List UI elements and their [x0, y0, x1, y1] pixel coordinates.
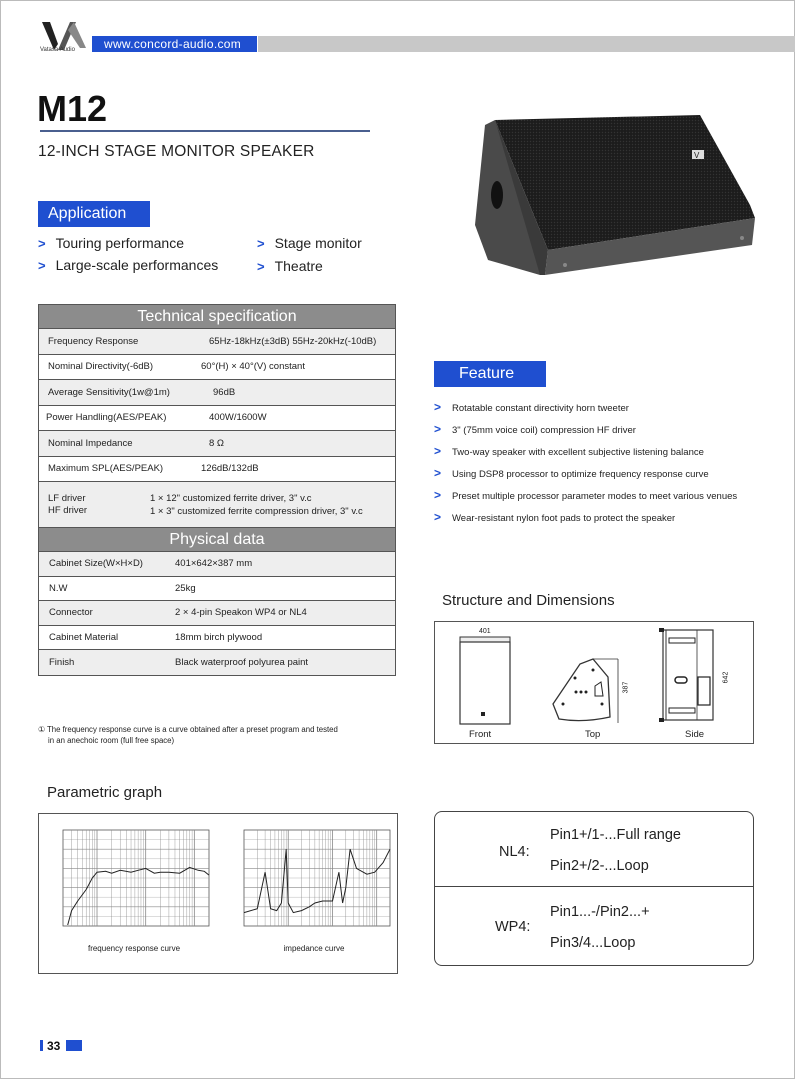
spec-label: Maximum SPL(AES/PEAK): [48, 463, 164, 475]
page-number-marker: [66, 1040, 82, 1051]
spec-value: 96dB: [213, 386, 236, 398]
phys-label: Cabinet Size(W×H×D): [49, 558, 143, 570]
feature-item: > Preset multiple processor parameter modes to meet various venues: [434, 488, 738, 502]
pinout-divider: [434, 886, 754, 887]
front-view-drawing: [460, 637, 510, 724]
application-heading: Application: [38, 201, 150, 227]
application-item: > Theatre: [257, 258, 323, 274]
title-divider: [40, 130, 370, 132]
side-view-drawing: [659, 628, 713, 722]
spec-label: Frequency Response: [48, 335, 139, 347]
chevron-right-icon: >: [434, 510, 442, 524]
chevron-right-icon: >: [434, 466, 442, 480]
website-url[interactable]: www.concord-audio.com: [92, 36, 257, 52]
logo-text: Vatasa Audio: [40, 47, 75, 53]
side-caption: Side: [685, 729, 705, 740]
front-caption: Front: [469, 729, 492, 740]
phys-label: N.W: [49, 582, 68, 594]
chevron-right-icon: >: [434, 488, 442, 502]
phys-value: 2 × 4-pin Speakon WP4 or NL4: [175, 607, 307, 619]
footnote: ① The frequency response curve is a curve obtained after a preset program and tested in an anechoic room (full free space): [38, 725, 338, 745]
table-row: [39, 355, 395, 381]
table-row: [39, 329, 395, 355]
top-caption: Top: [585, 729, 601, 740]
driver-value: 1 × 3" customized ferrite compression driver, 3" v.c: [150, 505, 363, 517]
spec-label: Power Handling(AES/PEAK): [46, 412, 167, 424]
spec-label: Nominal Impedance: [48, 437, 133, 449]
application-item: > Stage monitor: [257, 235, 362, 251]
feature-item: > Wear-resistant nylon foot pads to protect the speaker: [434, 510, 676, 524]
application-item: > Touring performance: [38, 235, 184, 251]
table-row: [39, 457, 395, 483]
phys-value: 18mm birch plywood: [175, 631, 263, 643]
feature-heading: Feature: [434, 361, 546, 387]
feature-item: > Using DSP8 processor to optimize frequency response curve: [434, 466, 709, 480]
parametric-graph-box: [38, 813, 398, 974]
feature-list: [434, 400, 737, 532]
dimension-drawings: [435, 622, 755, 745]
table-row: [39, 626, 395, 651]
speaker-product-image: [460, 110, 760, 280]
connector-name-wp4: WP4:: [495, 919, 531, 935]
parametric-heading: Parametric graph: [47, 784, 163, 801]
impedance-caption: impedance curve: [283, 944, 345, 953]
tech-spec-heading: Technical specification: [39, 305, 395, 329]
spec-value: 60°(H) × 40°(V) constant: [201, 361, 305, 373]
phys-label: Cabinet Material: [49, 631, 119, 643]
pin-assignment: Pin3/4...Loop: [550, 935, 636, 951]
physical-data-heading: Physical data: [39, 528, 395, 552]
chevron-right-icon: >: [257, 259, 265, 274]
chevron-right-icon: >: [257, 236, 265, 251]
table-row: [39, 406, 395, 432]
spec-value: 65Hz-18kHz(±3dB) 55Hz-20kHz(-10dB): [209, 335, 377, 347]
spec-value: 400W/1600W: [209, 412, 267, 424]
side-dimension: 642: [722, 671, 730, 684]
phys-label: Finish: [49, 656, 75, 668]
svg-text:V: V: [694, 151, 700, 160]
product-subtitle: 12-INCH STAGE MONITOR SPEAKER: [38, 143, 315, 160]
pin-assignment: Pin1...-/Pin2...+: [550, 904, 650, 920]
connector-name-nl4: NL4:: [499, 844, 530, 860]
driver-label: HF driver: [48, 504, 88, 516]
driver-value: 1 × 12" customized ferrite driver, 3" v.c: [150, 492, 312, 504]
structure-heading: Structure and Dimensions: [442, 592, 615, 609]
chevron-right-icon: >: [434, 422, 442, 436]
feature-item: > Rotatable constant directivity horn tweeter: [434, 400, 629, 414]
table-row: [39, 601, 395, 626]
spec-label: Average Sensitivity(1w@1m): [48, 386, 170, 398]
feature-item: > Two-way speaker with excellent subjective listening balance: [434, 444, 704, 458]
spec-table: [38, 304, 396, 676]
chevron-right-icon: >: [434, 400, 442, 414]
pin-assignment: Pin2+/2-...Loop: [550, 858, 649, 874]
chevron-right-icon: >: [434, 444, 442, 458]
table-row: [39, 577, 395, 602]
chevron-right-icon: >: [38, 258, 46, 273]
impedance-chart: [236, 828, 392, 934]
model-title: M12: [37, 88, 108, 129]
pin-assignment: Pin1+/1-...Full range: [550, 827, 681, 843]
phys-value: Black waterproof polyurea paint: [175, 656, 309, 668]
application-item: > Large-scale performances: [38, 257, 219, 273]
page-number-marker: [40, 1040, 43, 1051]
frequency-response-chart: [55, 828, 211, 934]
phys-label: Connector: [49, 607, 93, 619]
structure-diagram: [434, 621, 754, 744]
top-dimension: 387: [622, 681, 630, 694]
spec-label: Nominal Directivity(-6dB): [48, 361, 154, 373]
feature-item: > 3" (75mm voice coil) compression HF driver: [434, 422, 636, 436]
frequency-response-caption: frequency response curve: [87, 944, 181, 953]
phys-value: 25kg: [175, 582, 196, 594]
table-row: [39, 431, 395, 457]
driver-label: LF driver: [48, 492, 86, 504]
spec-value: 8 Ω: [209, 437, 225, 449]
top-view-drawing: [553, 659, 618, 723]
table-row: [39, 650, 395, 675]
chevron-right-icon: >: [38, 236, 46, 251]
front-dimension: 401: [479, 628, 491, 635]
page-number: 33: [47, 1039, 61, 1053]
table-row: [39, 552, 395, 577]
phys-value: 401×642×387 mm: [175, 558, 253, 570]
header-bar: [258, 36, 795, 52]
table-row: [39, 380, 395, 406]
spec-value: 126dB/132dB: [201, 463, 259, 475]
drivers-row: [39, 482, 395, 528]
